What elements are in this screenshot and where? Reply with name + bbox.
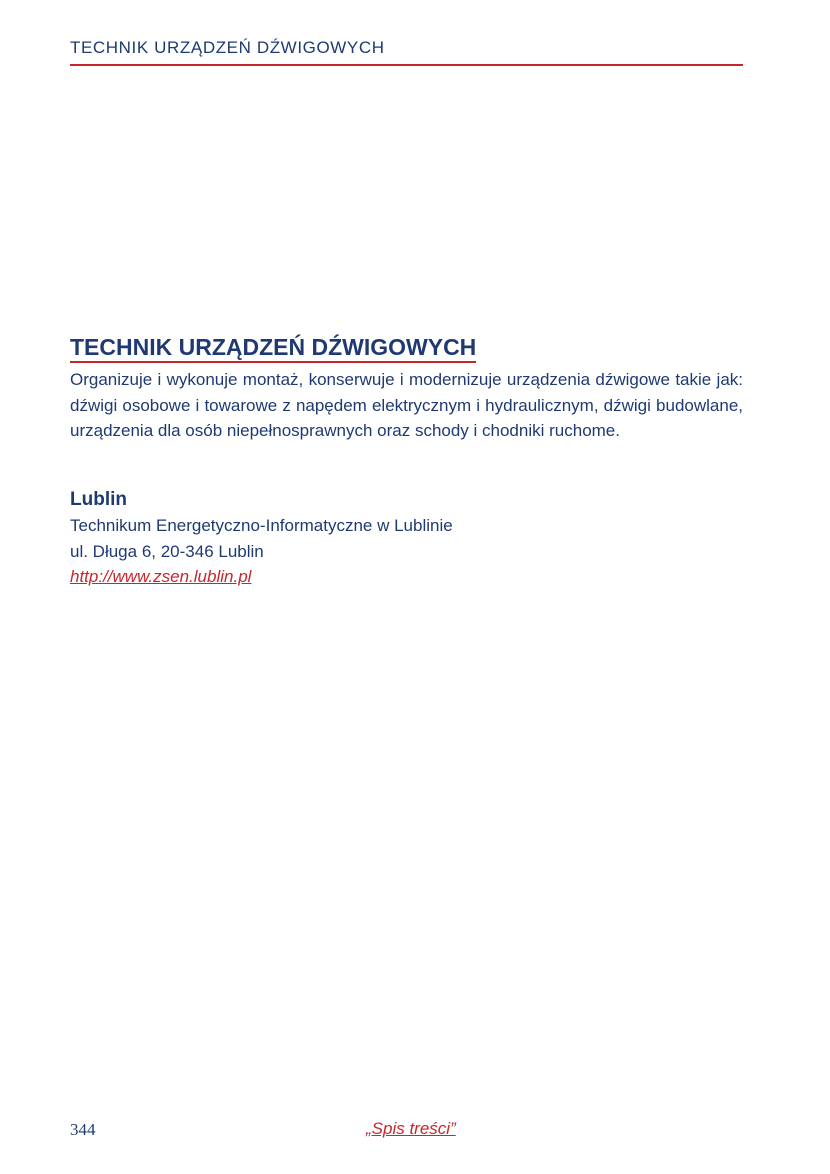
school-address: ul. Długa 6, 20-346 Lublin [70, 541, 264, 561]
school-name: Technikum Energetyczno-Informatyczne w Lublinie [70, 516, 453, 535]
city-heading: Lublin [70, 489, 127, 510]
occupation-entry [70, 334, 743, 444]
occupation-title: TECHNIK URZĄDZEŃ DŹWIGOWYCH [70, 334, 476, 363]
page-number: 344 [70, 1120, 96, 1139]
running-header: TECHNIK URZĄDZEŃ DŹWIGOWYCH [70, 38, 743, 66]
school-listing [70, 487, 743, 590]
school-website-link[interactable]: http://www.zsen.lublin.pl [70, 567, 252, 586]
table-of-contents-link[interactable]: „Spis treści” [366, 1119, 456, 1138]
occupation-description: Organizuje i wykonuje montaż, konserwuje i modernizuje urządzenia dźwigowe takie jak: dźwigi osobowe i towarowe z napędem elektrycznym i hydraulicznym, dźwigi budowlane, urządzenia dla osób niepełnosprawnych oraz schody i chodniki ruchome. [70, 370, 743, 440]
